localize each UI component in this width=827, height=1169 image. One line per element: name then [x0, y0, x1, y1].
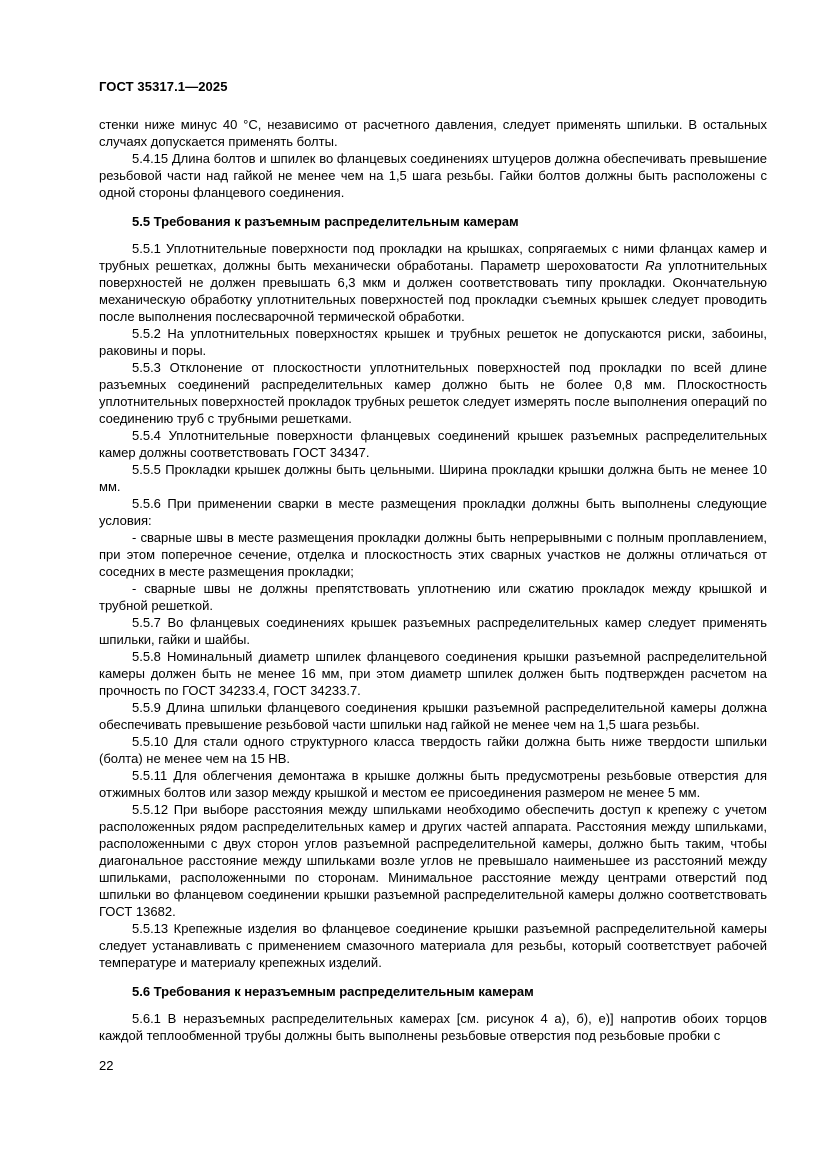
roughness-symbol: Ra: [645, 258, 662, 273]
section-heading-5-6: 5.6 Требования к неразъемным распределительным камерам: [132, 984, 534, 999]
paragraph-5-6-1: 5.6.1 В неразъемных распределительных камерах [см. рисунок 4 а), б), е)] напротив обоих торцов каждой теплообменной трубы должны быть выполнены резьбовые отверстия под резьбовые пробки с: [99, 1011, 767, 1043]
paragraph-5-5-1-part2: уплотнительных поверхностей не должен превышать 6,3 мкм и должен соответствовать типу прокладки. Окончательную механическую обработку уплотнительных поверхностей под прокладки съемных крышек следует проводить после выполнения послесварочной термической обработки.: [99, 258, 767, 324]
paragraph-5-5-7: 5.5.7 Во фланцевых соединениях крышек разъемных распределительных камер следует применять шпильки, гайки и шайбы.: [99, 615, 767, 647]
paragraph-5-4-15: 5.4.15 Длина болтов и шпилек во фланцевых соединениях штуцеров должна обеспечивать превышение резьбовой части над гайкой не менее чем на 1,5 шага резьбы. Гайки болтов должны быть расположены с одной стороны фланцевого соединения.: [99, 151, 767, 200]
paragraph-5-5-13: 5.5.13 Крепежные изделия во фланцевое соединение крышки разъемной распределительной камеры следует устанавливать с применением смазочного материала для резьбы, который соответствует рабочей температуре и материалу крепежных изделий.: [99, 921, 767, 970]
paragraph-5-5-11: 5.5.11 Для облегчения демонтажа в крышке должны быть предусмотрены резьбовые отверстия для отжимных болтов или зазор между крышкой и местом ее присоединения размером не менее 5 мм.: [99, 768, 767, 800]
paragraph-5-5-8: 5.5.8 Номинальный диаметр шпилек фланцевого соединения крышки разъемной распределительной камеры должен быть не менее 16 мм, при этом диаметр шпилек должен быть подтвержден расчетом на прочность по ГОСТ 34233.4, ГОСТ 34233.7.: [99, 649, 767, 698]
paragraph-5-5-1: [99, 240, 767, 325]
document-body: [99, 116, 767, 1044]
section-heading-5-5: 5.5 Требования к разъемным распределительным камерам: [132, 214, 519, 229]
paragraph-5-5-12: 5.5.12 При выборе расстояния между шпильками необходимо обеспечить доступ к крепежу с учетом расположенных рядом распределительных камер и других частей аппарата. Расстояния между шпильками, расположенными с двух сторон углов разъемной распределительной камеры, должно быть таким, чтобы диагональное расстояние между шпильками возле углов не превышало наименьшее из расстояний между шпильками, расположенными по сторонам. Минимальное расстояние между центрами отверстий под шпильки во фланцевом соединении крышки разъемной распределительной камеры должно соответствовать ГОСТ 13682.: [99, 802, 767, 919]
paragraph-5-5-4: 5.5.4 Уплотнительные поверхности фланцевых соединений крышек разъемных распределительных камер должны соответствовать ГОСТ 34347.: [99, 428, 767, 460]
paragraph-5-5-10: 5.5.10 Для стали одного структурного класса твердость гайки должна быть ниже твердости шпильки (болта) не менее чем на 15 НВ.: [99, 734, 767, 766]
page-header-standard-title: ГОСТ 35317.1—2025: [99, 79, 228, 94]
paragraph-5-5-2: 5.5.2 На уплотнительных поверхностях крышек и трубных решеток не допускаются риски, забоины, раковины и поры.: [99, 326, 767, 358]
list-item-bullet-2: - сварные швы не должны препятствовать уплотнению или сжатию прокладок между крышкой и трубной решеткой.: [99, 581, 767, 613]
paragraph-5-5-5: 5.5.5 Прокладки крышек должны быть цельными. Ширина прокладки крышки должна быть не менее 10 мм.: [99, 462, 767, 494]
paragraph-5-5-9: 5.5.9 Длина шпильки фланцевого соединения крышки разъемной распределительной камеры должна обеспечивать превышение резьбовой части шпильки над гайкой не менее чем на 1,5 шага резьбы.: [99, 700, 767, 732]
paragraph-5-5-6: 5.5.6 При применении сварки в месте размещения прокладки должны быть выполнены следующие условия:: [99, 496, 767, 528]
paragraph-5-5-1-part1: 5.5.1 Уплотнительные поверхности под прокладки на крышках, сопрягаемых с ними фланцах камер и трубных решетках, должны быть механически обработаны. Параметр шероховатости: [99, 241, 767, 273]
list-item-bullet-1: - сварные швы в месте размещения прокладки должны быть непрерывными с полным проплавлением, при этом поперечное сечение, отделка и плоскостность этих сварных участков не должны отличаться от соседних в месте размещения прокладки;: [99, 530, 767, 579]
paragraph-5-5-3: 5.5.3 Отклонение от плоскостности уплотнительных поверхностей под прокладки по всей длине разъемных соединений распределительных камер должно быть не более 0,8 мм. Плоскостность уплотнительных поверхностей прокладок трубных решеток следует измерять после выполнения операций по соединению труб с трубными решетками.: [99, 360, 767, 426]
page-number: 22: [99, 1058, 114, 1073]
paragraph-continuation: стенки ниже минус 40 °С, независимо от расчетного давления, следует применять шпильки. В остальных случаях допускается применять болты.: [99, 117, 767, 149]
